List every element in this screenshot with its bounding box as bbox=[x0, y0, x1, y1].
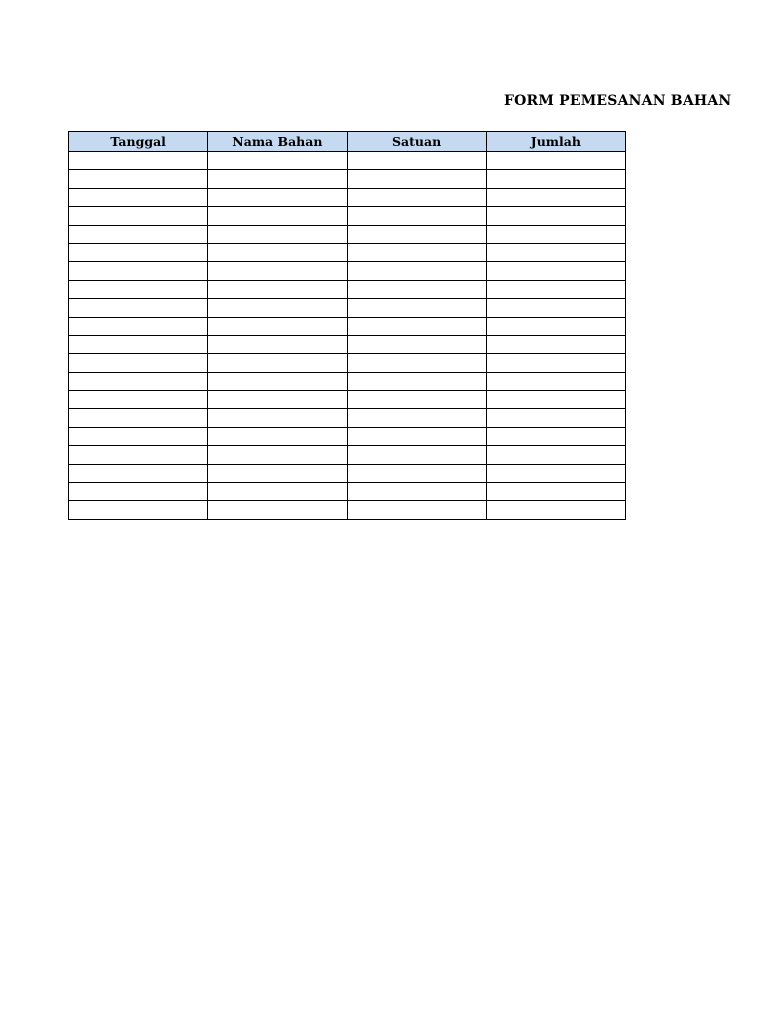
cell-satuan[interactable] bbox=[347, 188, 486, 206]
cell-nama-bahan[interactable] bbox=[208, 243, 347, 261]
table-body bbox=[69, 152, 626, 520]
table-row bbox=[69, 372, 626, 390]
cell-jumlah[interactable] bbox=[486, 409, 625, 427]
table-row bbox=[69, 299, 626, 317]
cell-satuan[interactable] bbox=[347, 225, 486, 243]
cell-jumlah[interactable] bbox=[486, 262, 625, 280]
cell-satuan[interactable] bbox=[347, 280, 486, 298]
cell-jumlah[interactable] bbox=[486, 464, 625, 482]
cell-jumlah[interactable] bbox=[486, 501, 625, 519]
table-header-row bbox=[69, 132, 626, 152]
cell-satuan[interactable] bbox=[347, 152, 486, 170]
cell-tanggal[interactable] bbox=[69, 262, 208, 280]
cell-nama-bahan[interactable] bbox=[208, 372, 347, 390]
table-row bbox=[69, 483, 626, 501]
cell-tanggal[interactable] bbox=[69, 501, 208, 519]
cell-jumlah[interactable] bbox=[486, 391, 625, 409]
cell-tanggal[interactable] bbox=[69, 409, 208, 427]
cell-tanggal[interactable] bbox=[69, 372, 208, 390]
table-row bbox=[69, 170, 626, 188]
cell-jumlah[interactable] bbox=[486, 354, 625, 372]
cell-jumlah[interactable] bbox=[486, 225, 625, 243]
cell-nama-bahan[interactable] bbox=[208, 225, 347, 243]
table-row bbox=[69, 354, 626, 372]
cell-nama-bahan[interactable] bbox=[208, 335, 347, 353]
cell-tanggal[interactable] bbox=[69, 335, 208, 353]
cell-satuan[interactable] bbox=[347, 427, 486, 445]
cell-satuan[interactable] bbox=[347, 262, 486, 280]
cell-satuan[interactable] bbox=[347, 170, 486, 188]
form-title: FORM PEMESANAN BAHAN bbox=[504, 93, 732, 109]
table-row bbox=[69, 207, 626, 225]
cell-satuan[interactable] bbox=[347, 207, 486, 225]
cell-tanggal[interactable] bbox=[69, 446, 208, 464]
column-header-jumlah: Jumlah bbox=[486, 132, 625, 152]
cell-tanggal[interactable] bbox=[69, 427, 208, 445]
cell-tanggal[interactable] bbox=[69, 207, 208, 225]
cell-jumlah[interactable] bbox=[486, 152, 625, 170]
cell-satuan[interactable] bbox=[347, 501, 486, 519]
cell-nama-bahan[interactable] bbox=[208, 188, 347, 206]
cell-satuan[interactable] bbox=[347, 464, 486, 482]
cell-nama-bahan[interactable] bbox=[208, 207, 347, 225]
column-header-nama-bahan: Nama Bahan bbox=[208, 132, 347, 152]
order-table bbox=[68, 131, 626, 520]
form-title-container bbox=[300, 90, 732, 116]
cell-nama-bahan[interactable] bbox=[208, 280, 347, 298]
table-row bbox=[69, 446, 626, 464]
cell-satuan[interactable] bbox=[347, 299, 486, 317]
column-header-tanggal: Tanggal bbox=[69, 132, 208, 152]
table-row bbox=[69, 317, 626, 335]
table-row bbox=[69, 152, 626, 170]
cell-satuan[interactable] bbox=[347, 372, 486, 390]
cell-satuan[interactable] bbox=[347, 483, 486, 501]
cell-nama-bahan[interactable] bbox=[208, 170, 347, 188]
cell-nama-bahan[interactable] bbox=[208, 317, 347, 335]
cell-nama-bahan[interactable] bbox=[208, 354, 347, 372]
table-row bbox=[69, 225, 626, 243]
table-row bbox=[69, 188, 626, 206]
cell-satuan[interactable] bbox=[347, 317, 486, 335]
cell-tanggal[interactable] bbox=[69, 391, 208, 409]
cell-tanggal[interactable] bbox=[69, 280, 208, 298]
cell-satuan[interactable] bbox=[347, 409, 486, 427]
cell-tanggal[interactable] bbox=[69, 317, 208, 335]
table-row bbox=[69, 262, 626, 280]
cell-nama-bahan[interactable] bbox=[208, 427, 347, 445]
table-row bbox=[69, 409, 626, 427]
table-row bbox=[69, 335, 626, 353]
column-header-satuan: Satuan bbox=[347, 132, 486, 152]
table-row bbox=[69, 243, 626, 261]
cell-nama-bahan[interactable] bbox=[208, 446, 347, 464]
cell-tanggal[interactable] bbox=[69, 354, 208, 372]
cell-tanggal[interactable] bbox=[69, 299, 208, 317]
cell-nama-bahan[interactable] bbox=[208, 483, 347, 501]
cell-nama-bahan[interactable] bbox=[208, 464, 347, 482]
table-row bbox=[69, 427, 626, 445]
table-row bbox=[69, 280, 626, 298]
cell-nama-bahan[interactable] bbox=[208, 152, 347, 170]
cell-tanggal[interactable] bbox=[69, 188, 208, 206]
cell-jumlah[interactable] bbox=[486, 170, 625, 188]
cell-jumlah[interactable] bbox=[486, 299, 625, 317]
cell-jumlah[interactable] bbox=[486, 427, 625, 445]
cell-nama-bahan[interactable] bbox=[208, 299, 347, 317]
cell-tanggal[interactable] bbox=[69, 152, 208, 170]
cell-nama-bahan[interactable] bbox=[208, 501, 347, 519]
cell-satuan[interactable] bbox=[347, 354, 486, 372]
table-row bbox=[69, 464, 626, 482]
cell-satuan[interactable] bbox=[347, 391, 486, 409]
table-row bbox=[69, 391, 626, 409]
cell-nama-bahan[interactable] bbox=[208, 262, 347, 280]
cell-nama-bahan[interactable] bbox=[208, 409, 347, 427]
cell-tanggal[interactable] bbox=[69, 483, 208, 501]
cell-jumlah[interactable] bbox=[486, 207, 625, 225]
cell-tanggal[interactable] bbox=[69, 225, 208, 243]
cell-jumlah[interactable] bbox=[486, 446, 625, 464]
table-row bbox=[69, 501, 626, 519]
cell-jumlah[interactable] bbox=[486, 317, 625, 335]
cell-satuan[interactable] bbox=[347, 446, 486, 464]
cell-satuan[interactable] bbox=[347, 243, 486, 261]
cell-tanggal[interactable] bbox=[69, 464, 208, 482]
cell-tanggal[interactable] bbox=[69, 243, 208, 261]
cell-jumlah[interactable] bbox=[486, 243, 625, 261]
cell-satuan[interactable] bbox=[347, 335, 486, 353]
cell-jumlah[interactable] bbox=[486, 483, 625, 501]
cell-tanggal[interactable] bbox=[69, 170, 208, 188]
cell-jumlah[interactable] bbox=[486, 372, 625, 390]
cell-jumlah[interactable] bbox=[486, 280, 625, 298]
cell-nama-bahan[interactable] bbox=[208, 391, 347, 409]
cell-jumlah[interactable] bbox=[486, 188, 625, 206]
cell-jumlah[interactable] bbox=[486, 335, 625, 353]
